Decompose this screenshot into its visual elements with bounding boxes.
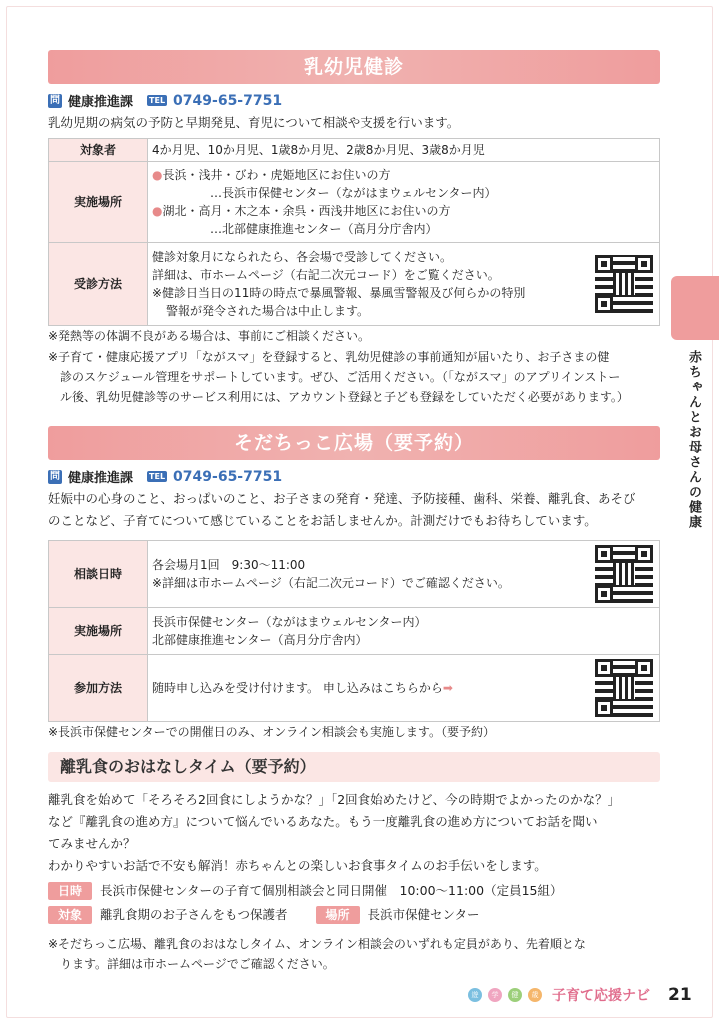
note: ※子育て・健康応援アプリ「ながスマ」を登録すると、乳幼児健診の事前通知が届いたり、お子さまの健 — [48, 350, 610, 364]
body-text: 離乳食を始めて「そろそろ2回食にしようかな？」「2回食始めたけど、今の時期でよかったのかな？」 — [48, 792, 621, 807]
method-line: 警報が発令された場合は中止します。 — [166, 304, 370, 318]
section-title-health-checkup: 乳幼児健診 — [48, 50, 660, 84]
place-tag: 場所 — [316, 906, 360, 924]
row-value — [148, 608, 660, 655]
bullet-icon: ● — [152, 168, 163, 182]
dept-name: 健康推進課 — [68, 95, 134, 110]
date-line: 各会場月1回 9:30～11:00 — [152, 558, 306, 572]
row-value — [148, 243, 660, 326]
qr-code-icon[interactable] — [595, 545, 653, 603]
section-title-weaning-talk: 離乳食のおはなしタイム（要予約） — [48, 752, 660, 782]
date-line: ※詳細は市ホームページ（右記二次元コード）でご確認ください。 — [152, 576, 510, 590]
inquiry-badge: 問 — [50, 94, 60, 106]
row-value — [148, 541, 660, 608]
date-line — [48, 881, 663, 901]
bullet-icon: ● — [152, 204, 163, 218]
tel-number[interactable]: 0749-65-7751 — [173, 92, 283, 109]
intro-text: 妊娠中の心身のこと、おっぱいのこと、お子さまの発育・発達、予防接種、歯科、栄養、離乳食、あそび — [48, 491, 636, 506]
page-number: 21 — [668, 985, 692, 1005]
qr-code-icon[interactable] — [595, 659, 653, 717]
place-value: 長浜市保健センター — [367, 907, 480, 922]
note: ります。詳細は市ホームページでご確認ください。 — [60, 957, 335, 971]
dept-name: 健康推進課 — [68, 471, 134, 486]
row-label: 受診方法 — [49, 243, 148, 326]
sodachikko-table — [48, 540, 660, 722]
join-text: 随時申し込みを受け付けます。 申し込みはこちらから — [152, 681, 443, 695]
row-value: 4か月児、10か月児、1歳8か月児、2歳8か月児、3歳8か月児 — [148, 139, 660, 162]
row-label: 対象者 — [49, 139, 148, 162]
row-label: 参加方法 — [49, 655, 148, 722]
note: ※そだちっこ広場、離乳食のおはなしタイム、オンライン相談会のいずれも定員があり、先着順とな — [48, 937, 586, 951]
brand-name: 子育て応援ナビ — [552, 988, 650, 1004]
target-value: 離乳食期のお子さんをもつ保護者 — [100, 907, 288, 922]
row-value — [148, 655, 660, 722]
table-row — [49, 139, 660, 162]
date-tag: 日時 — [48, 882, 92, 900]
place-b: 湖北・高月・木之本・余呉・西浅井地区にお住いの方 — [162, 204, 451, 218]
body-text: など『離乳食の進め方』について悩んでいるあなた。もう一度離乳食の進め方についてお話を聞い — [48, 814, 598, 829]
row-label: 実施場所 — [49, 162, 148, 243]
target-tag: 対象 — [48, 906, 92, 924]
qr-code-icon[interactable] — [595, 255, 653, 313]
row-value — [148, 162, 660, 243]
section-title-sodachikko: そだちっこ広場（要予約） — [48, 426, 660, 460]
contact-line — [48, 91, 282, 110]
table-row — [49, 655, 660, 722]
place-a-center: …長浜市保健センター（ながはまウェルセンター内） — [210, 186, 497, 200]
note: ※発熱等の体調不良がある場合は、事前にご相談ください。 — [48, 329, 371, 343]
note: ル後、乳幼児健診等のサービス利用には、アカウント登録と子ども登録をしていただく必要があります。） — [60, 390, 629, 404]
body-text: てみませんか？ — [48, 836, 136, 851]
place-line: 長浜市保健センター（ながはまウェルセンター内） — [152, 615, 427, 629]
table-row — [49, 608, 660, 655]
checkup-table — [48, 138, 660, 326]
inquiry-badge: 問 — [50, 470, 60, 482]
tel-icon: TEL — [149, 96, 166, 105]
table-row — [49, 243, 660, 326]
row-label: 相談日時 — [49, 541, 148, 608]
tel-number[interactable]: 0749-65-7751 — [173, 468, 283, 485]
body-text: わかりやすいお話で不安も解消！赤ちゃんとの楽しいお食事タイムのお手伝いをします。 — [48, 858, 547, 873]
footer-dot-icon: 歳 — [528, 988, 542, 1002]
target-place-line — [48, 905, 663, 925]
intro-text: のことなど、子育てについて感じていることをお話しませんか。計測だけでもお待ちしています。 — [48, 513, 597, 528]
place-line: 北部健康推進センター（高月分庁舎内） — [152, 633, 368, 647]
method-line: 健診対象月になられたら、各会場で受診してください。 — [152, 250, 453, 264]
row-label: 実施場所 — [49, 608, 148, 655]
place-a: 長浜・浅井・びわ・虎姫地区にお住いの方 — [162, 168, 391, 182]
method-line: ※健診日当日の11時の時点で暴風警報、暴風雪警報及び何らかの特別 — [152, 286, 526, 300]
place-b-center: …北部健康推進センター（高月分庁舎内） — [210, 222, 438, 236]
side-tab — [671, 276, 719, 340]
footer — [468, 985, 692, 1005]
note: ※長浜市保健センターでの開催日のみ、オンライン相談会も実施します。（要予約） — [48, 725, 495, 739]
tel-icon: TEL — [149, 472, 166, 481]
table-row — [49, 541, 660, 608]
footer-dot-icon: 学 — [488, 988, 502, 1002]
intro-text: 乳幼児期の病気の予防と早期発見、育児について相談や支援を行います。 — [48, 115, 460, 130]
footer-dot-icon: 遊 — [468, 988, 482, 1002]
note: 診のスケジュール管理をサポートしています。ぜひ、ご活用ください。（「ながスマ」のアプリインストー — [60, 370, 621, 384]
method-line: 詳細は、市ホームページ（右記二次元コード）をご覧ください。 — [152, 268, 500, 282]
table-row — [49, 162, 660, 243]
side-label: 赤ちゃんとお母さんの健康 — [686, 350, 701, 530]
contact-line — [48, 467, 282, 486]
footer-dot-icon: 健 — [508, 988, 522, 1002]
date-value: 長浜市保健センターの子育て個別相談会と同日開催 10:00～11:00（定員15組） — [100, 883, 563, 898]
arrow-right-icon[interactable]: ➡ — [442, 681, 453, 695]
